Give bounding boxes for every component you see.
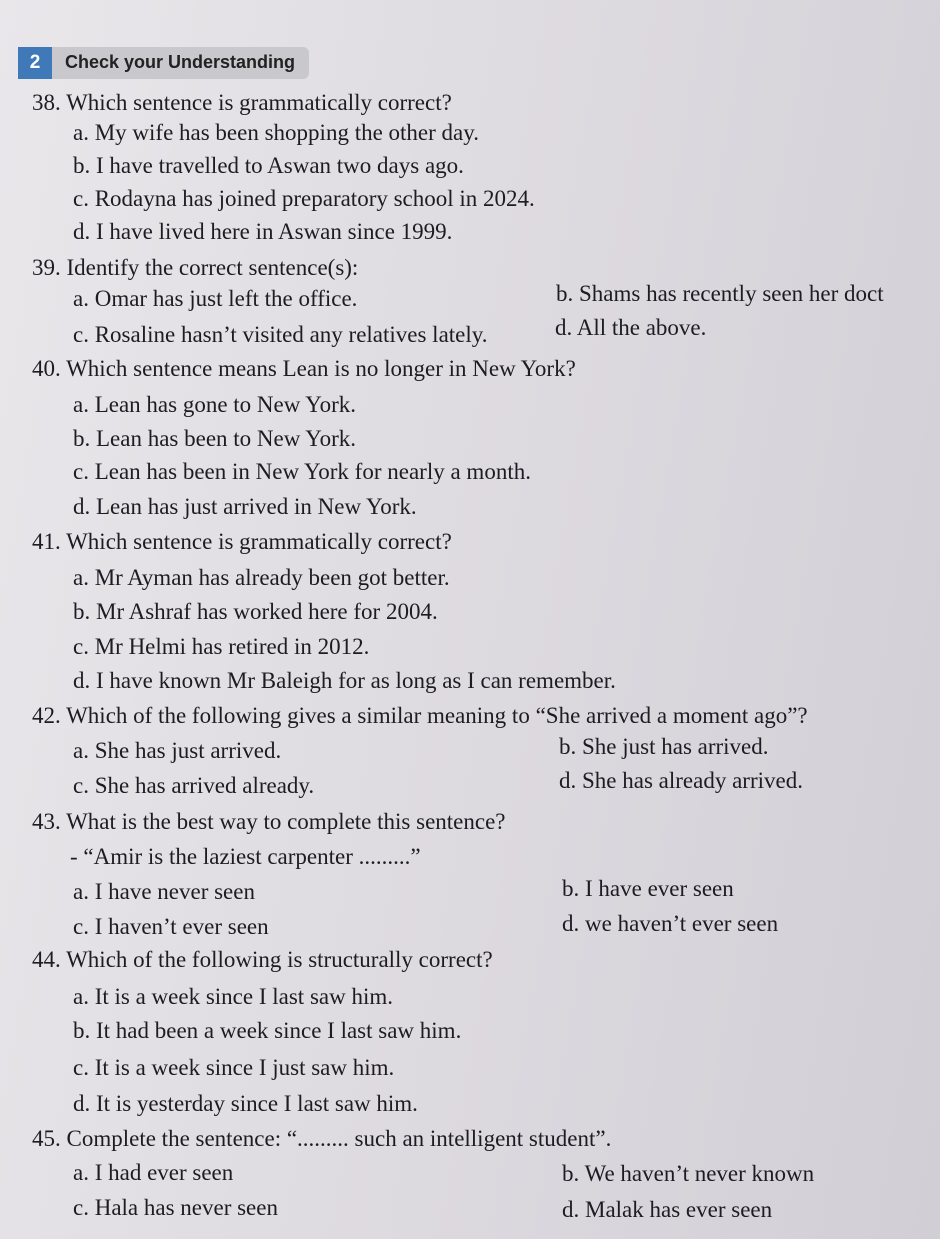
option-43-c[interactable]: c. I haven’t ever seen [73,914,269,939]
option-44-a[interactable]: a. It is a week since I last saw him. [73,984,393,1009]
option-39-a[interactable]: a. Omar has just left the office. [73,286,358,311]
question-text: Which sentence is grammatically correct? [66,90,452,115]
question-38 [32,89,452,117]
question-text: Identify the correct sentence(s): [66,255,359,280]
section-number: 2 [18,47,52,79]
option-43-d[interactable]: d. we haven’t ever seen [562,911,779,936]
option-42-a[interactable]: a. She has just arrived. [73,738,282,763]
question-number: 40. [32,356,61,381]
option-38-b[interactable]: b. I have travelled to Aswan two days ago. [73,153,464,178]
option-39-d[interactable]: d. All the above. [555,315,707,340]
option-40-a[interactable]: a. Lean has gone to New York. [73,392,356,417]
question-number: 45. [32,1126,61,1151]
option-41-b[interactable]: b. Mr Ashraf has worked here for 2004. [73,599,438,624]
option-42-c[interactable]: c. She has arrived already. [73,773,315,798]
question-40 [32,355,576,383]
option-45-d[interactable]: d. Malak has ever seen [562,1197,773,1222]
option-39-c[interactable]: c. Rosaline hasn’t visited any relatives lately. [73,322,488,347]
question-text: Which of the following gives a similar meaning to “She arrived a moment ago”? [66,703,808,728]
section-title: Check your Understanding [65,52,296,72]
question-41 [32,528,452,556]
question-number: 39. [32,255,61,280]
option-38-c[interactable]: c. Rodayna has joined preparatory school in 2024. [73,186,535,211]
option-38-d[interactable]: d. I have lived here in Aswan since 1999. [73,219,453,244]
option-41-a[interactable]: a. Mr Ayman has already been got better. [73,565,450,590]
question-45 [32,1125,611,1153]
option-41-c[interactable]: c. Mr Helmi has retired in 2012. [73,634,370,659]
option-42-d[interactable]: d. She has already arrived. [559,768,803,793]
option-44-d[interactable]: d. It is yesterday since I last saw him. [73,1091,418,1116]
option-40-d[interactable]: d. Lean has just arrived in New York. [73,494,417,519]
question-text: What is the best way to complete this sentence? [66,809,506,834]
question-number: 41. [32,529,61,554]
question-text: Complete the sentence: “......... such an intelligent student”. [66,1126,612,1151]
question-text: Which sentence is grammatically correct? [66,529,452,554]
option-44-c[interactable]: c. It is a week since I just saw him. [73,1055,395,1080]
option-38-a[interactable]: a. My wife has been shopping the other day. [73,120,480,145]
option-43-b[interactable]: b. I have ever seen [562,876,734,901]
question-text: Which of the following is structurally correct? [66,947,493,972]
question-number: 43. [32,809,61,834]
question-42 [32,702,808,730]
question-43 [32,808,506,836]
option-43-a[interactable]: a. I have never seen [73,879,255,904]
question-text: Which sentence means Lean is no longer in New York? [66,356,576,381]
option-41-d[interactable]: d. I have known Mr Baleigh for as long as I can remember. [73,668,616,693]
option-44-b[interactable]: b. It had been a week since I last saw him. [73,1018,462,1043]
option-45-a[interactable]: a. I had ever seen [73,1160,234,1185]
option-39-b[interactable]: b. Shams has recently seen her doct [556,281,884,306]
question-43-prompt: - “Amir is the laziest carpenter .........” [70,844,421,869]
option-40-c[interactable]: c. Lean has been in New York for nearly a month. [73,459,531,484]
option-45-c[interactable]: c. Hala has never seen [73,1195,278,1220]
option-45-b[interactable]: b. We haven’t never known [562,1161,815,1186]
question-number: 38. [32,90,61,115]
question-number: 42. [32,703,61,728]
option-40-b[interactable]: b. Lean has been to New York. [73,426,356,451]
section-header [18,47,309,79]
option-42-b[interactable]: b. She just has arrived. [559,734,769,759]
question-39 [32,254,358,282]
question-number: 44. [32,947,61,972]
question-44 [32,946,493,974]
